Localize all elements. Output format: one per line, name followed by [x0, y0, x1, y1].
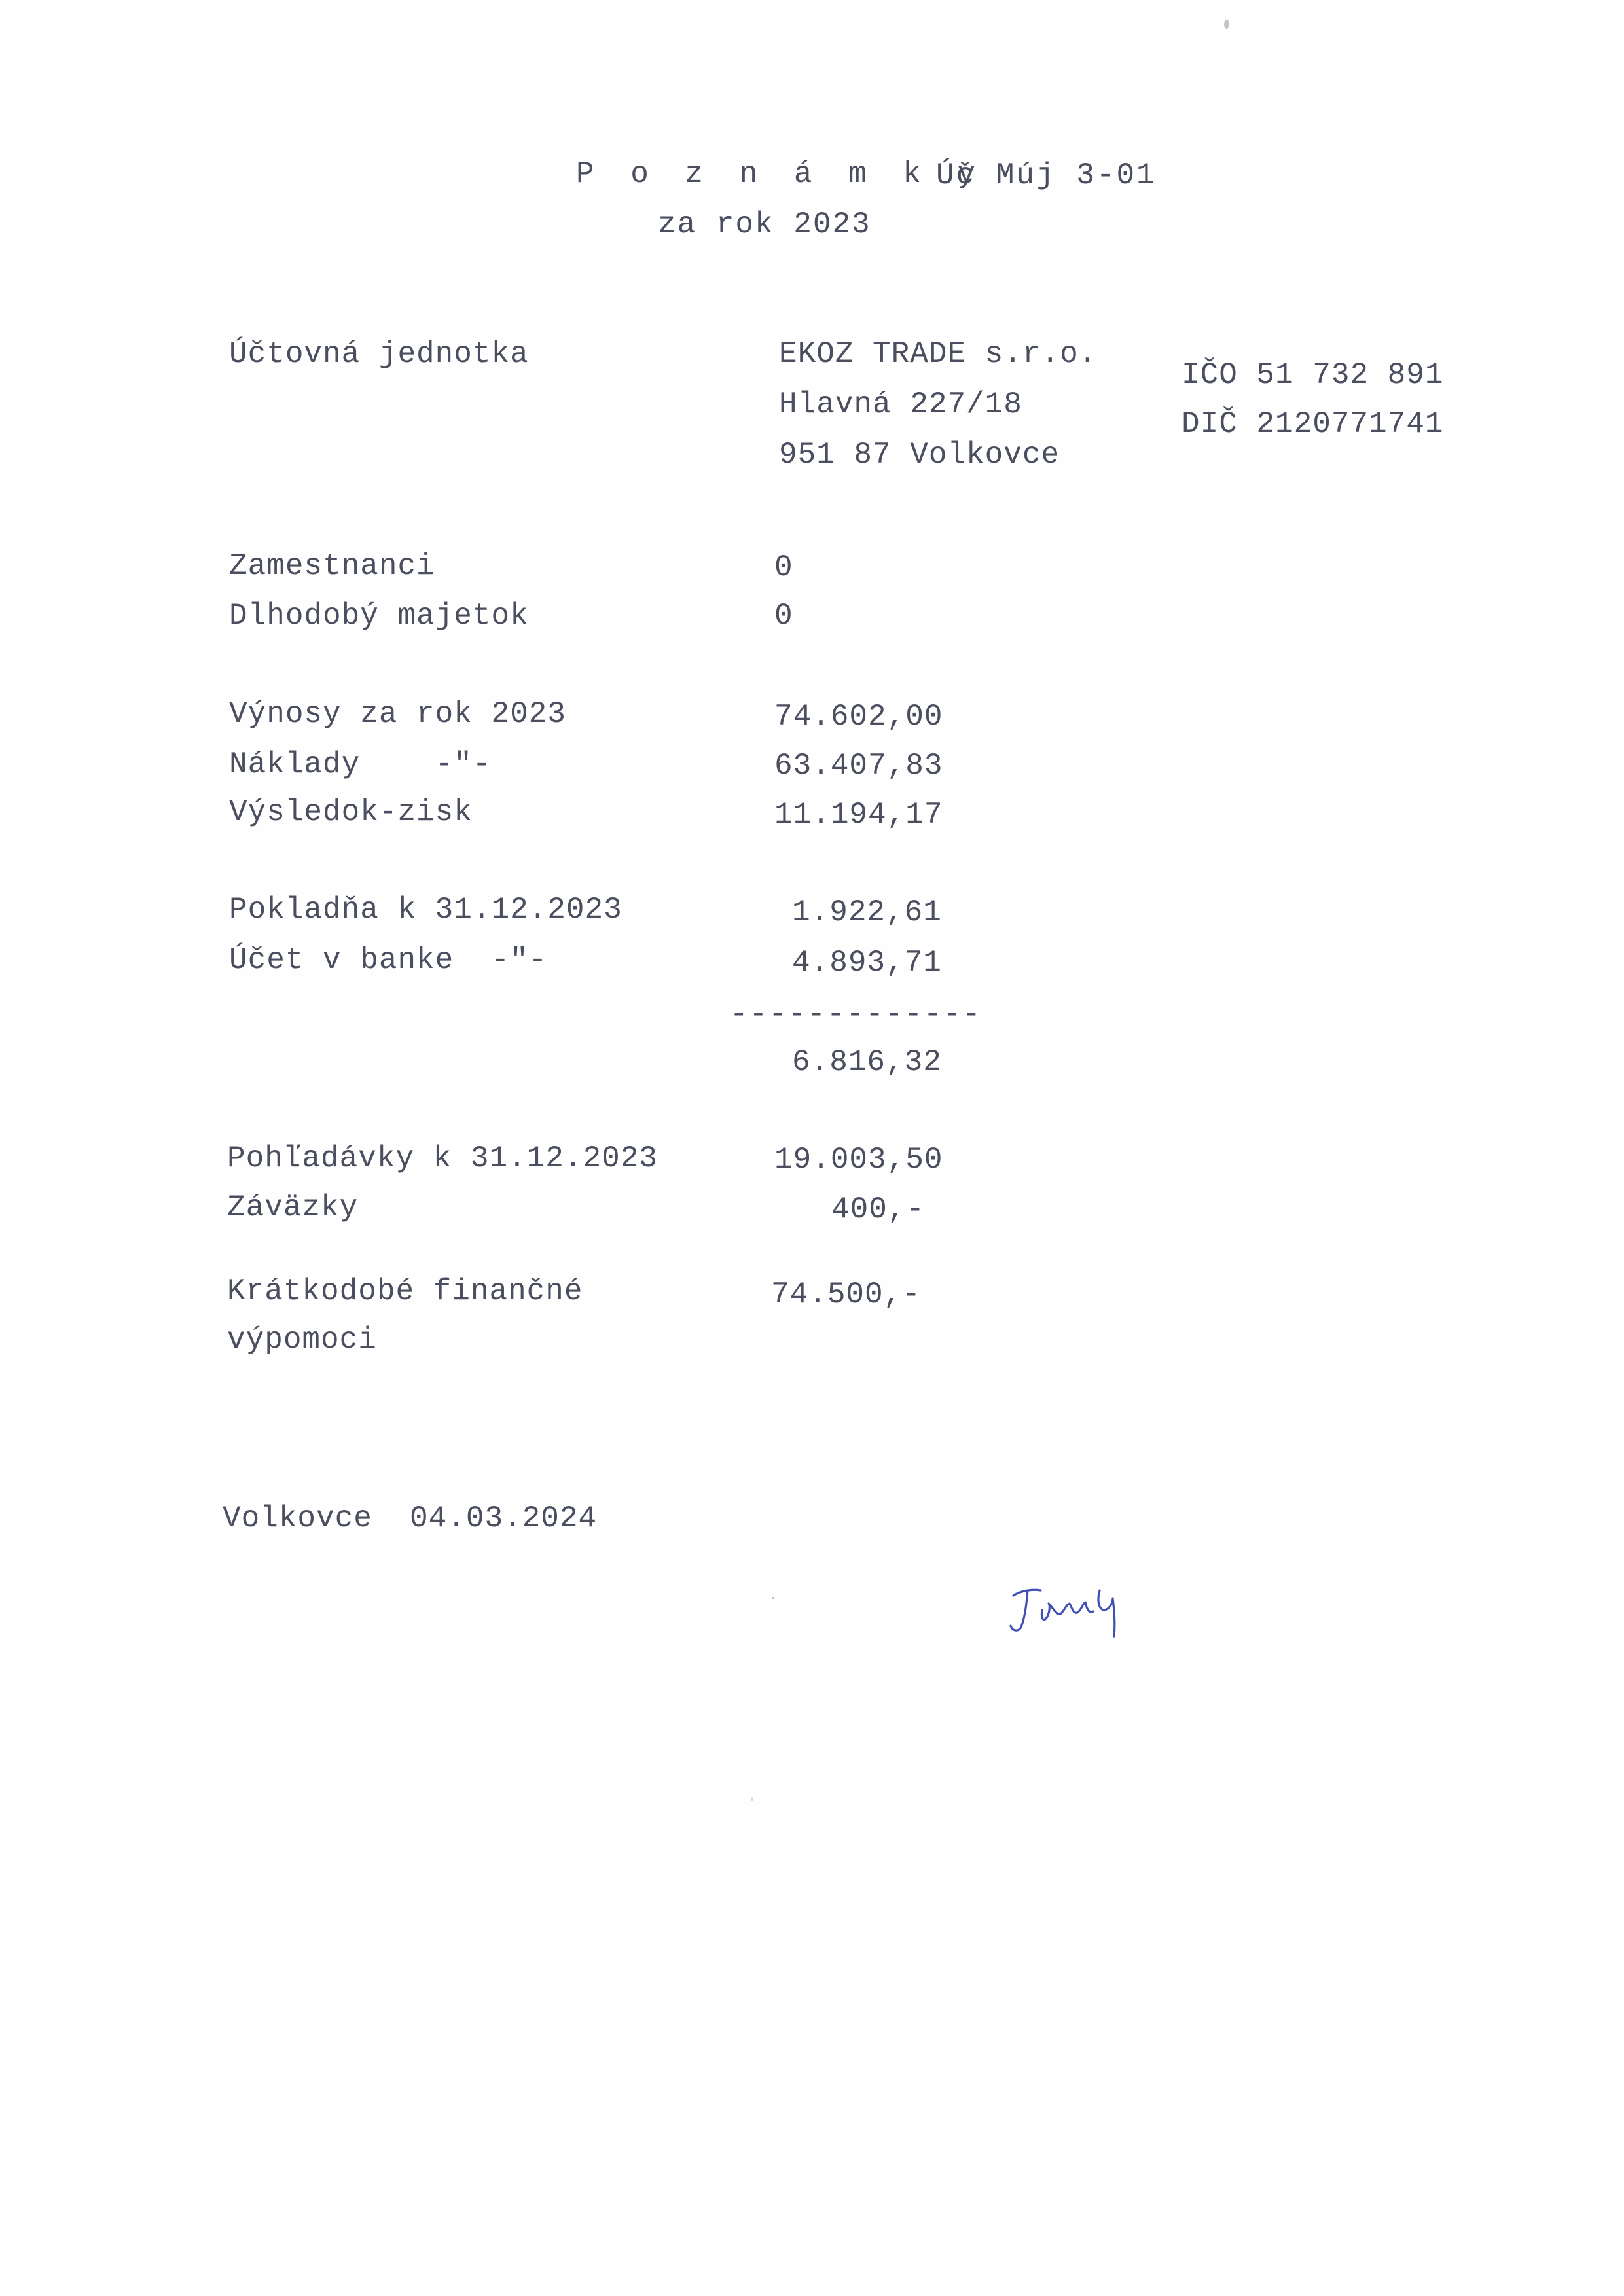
cash-total: 6.816,32	[792, 1045, 942, 1079]
row-value: 63.407,83	[774, 749, 943, 783]
row-value: 4.893,71	[792, 946, 942, 980]
short-term-label-line2: výpomoci	[227, 1323, 377, 1357]
row-value: 0	[774, 550, 793, 584]
form-code: Úč Múj 3-01	[936, 158, 1157, 192]
entity-street: Hlavná 227/18	[779, 387, 1022, 422]
short-term-value: 74.500,-	[771, 1278, 921, 1312]
row-value: 74.602,00	[774, 700, 943, 734]
row-label: Pokladňa k 31.12.2023	[229, 893, 623, 927]
row-label: Účet v banke -"-	[229, 943, 548, 977]
row-label: Dlhodobý majetok	[229, 599, 529, 633]
entity-ico: IČO 51 732 891	[1182, 358, 1444, 392]
entity-label: Účtovná jednotka	[229, 337, 529, 371]
row-label: Náklady -"-	[229, 747, 492, 781]
scan-speck	[751, 1797, 753, 1801]
short-term-label-line1: Krátkodobé finančné	[227, 1274, 583, 1308]
year-line: za rok 2023	[658, 207, 871, 242]
cash-separator: -------------	[730, 997, 982, 1031]
scan-speck	[772, 1597, 774, 1599]
row-value: 11.194,17	[774, 798, 943, 832]
row-label: Pohľadávky k 31.12.2023	[227, 1141, 658, 1175]
signature	[1001, 1571, 1146, 1649]
row-label: Zamestnanci	[229, 549, 435, 583]
entity-city: 951 87 Volkovce	[779, 438, 1060, 472]
row-label: Výnosy za rok 2023	[229, 697, 566, 731]
row-value: 400,-	[831, 1193, 926, 1227]
place-date: Volkovce 04.03.2024	[223, 1501, 598, 1535]
row-label: Výsledok-zisk	[229, 795, 473, 829]
row-value: 19.003,50	[774, 1143, 943, 1177]
row-label: Záväzky	[227, 1191, 359, 1225]
row-value: 0	[774, 599, 793, 633]
document-title: P o z n á m k y	[576, 157, 985, 191]
scan-speck	[1224, 20, 1229, 29]
row-value: 1.922,61	[792, 895, 942, 929]
entity-name: EKOZ TRADE s.r.o.	[779, 337, 1098, 371]
entity-dic: DIČ 2120771741	[1182, 407, 1444, 441]
